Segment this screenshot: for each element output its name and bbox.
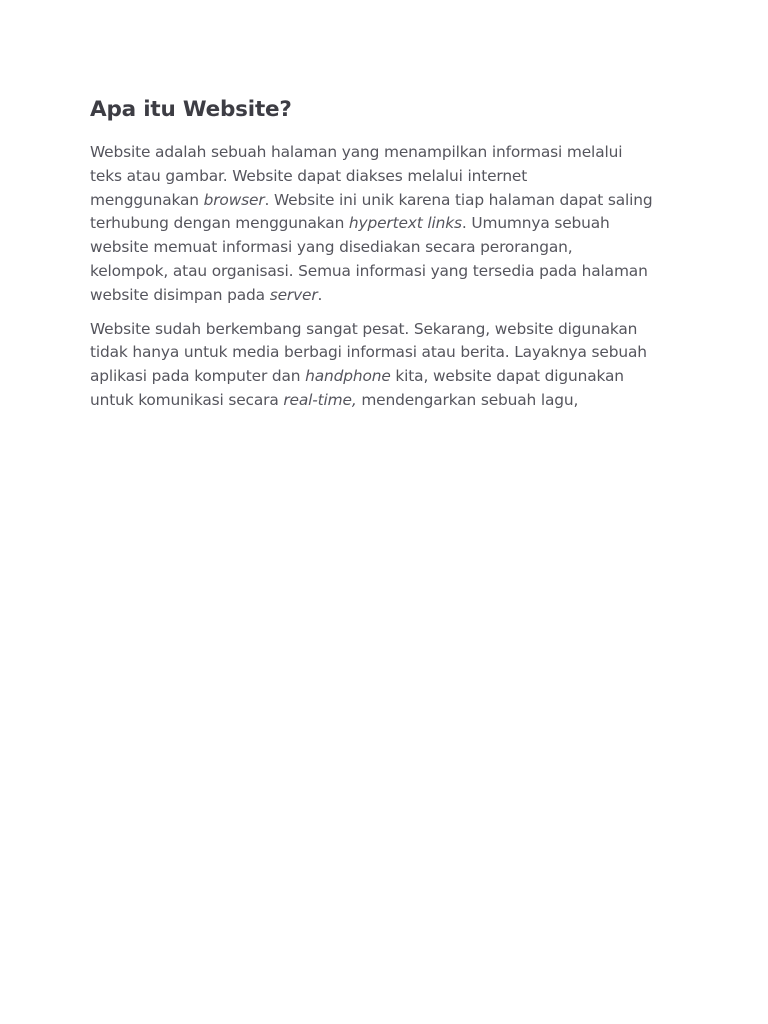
paragraph-line: untuk komunikasi secara real-time, mendengarkan sebuah lagu, [90, 390, 579, 409]
paragraph-line: terhubung dengan menggunakan hypertext links. Umumnya sebuah [90, 214, 610, 233]
paragraph-line: kelompok, atau organisasi. Semua informasi yang tersedia pada halaman [90, 261, 648, 280]
paragraph-line: website disimpan pada server. [90, 285, 323, 304]
paragraph-1 [90, 141, 682, 308]
article-title: Apa itu Website? [90, 97, 292, 122]
paragraph-line: Website sudah berkembang sangat pesat. Sekarang, website digunakan [90, 319, 638, 338]
paragraph-2 [90, 318, 682, 413]
article [90, 95, 682, 423]
italic-term-browser: browser [203, 190, 265, 209]
italic-term-hypertext-links: hypertext links [348, 214, 462, 233]
paragraph-line: Website adalah sebuah halaman yang menampilkan informasi melalui [90, 143, 623, 161]
paragraph-line: website memuat informasi yang disediakan secara perorangan, [90, 238, 573, 257]
paragraph-line: tidak hanya untuk media berbagi informasi atau berita. Layaknya sebuah [90, 343, 647, 362]
italic-term-handphone: handphone [305, 367, 391, 386]
italic-term-server: server [269, 285, 318, 304]
italic-term-real-time: real-time, [283, 390, 357, 409]
paragraph-line: teks atau gambar. Website dapat diakses melalui internet [90, 166, 528, 185]
paragraph-line: menggunakan browser. Website ini unik karena tiap halaman dapat saling [90, 190, 653, 209]
paragraph-line: aplikasi pada komputer dan handphone kita, website dapat digunakan [90, 367, 624, 386]
